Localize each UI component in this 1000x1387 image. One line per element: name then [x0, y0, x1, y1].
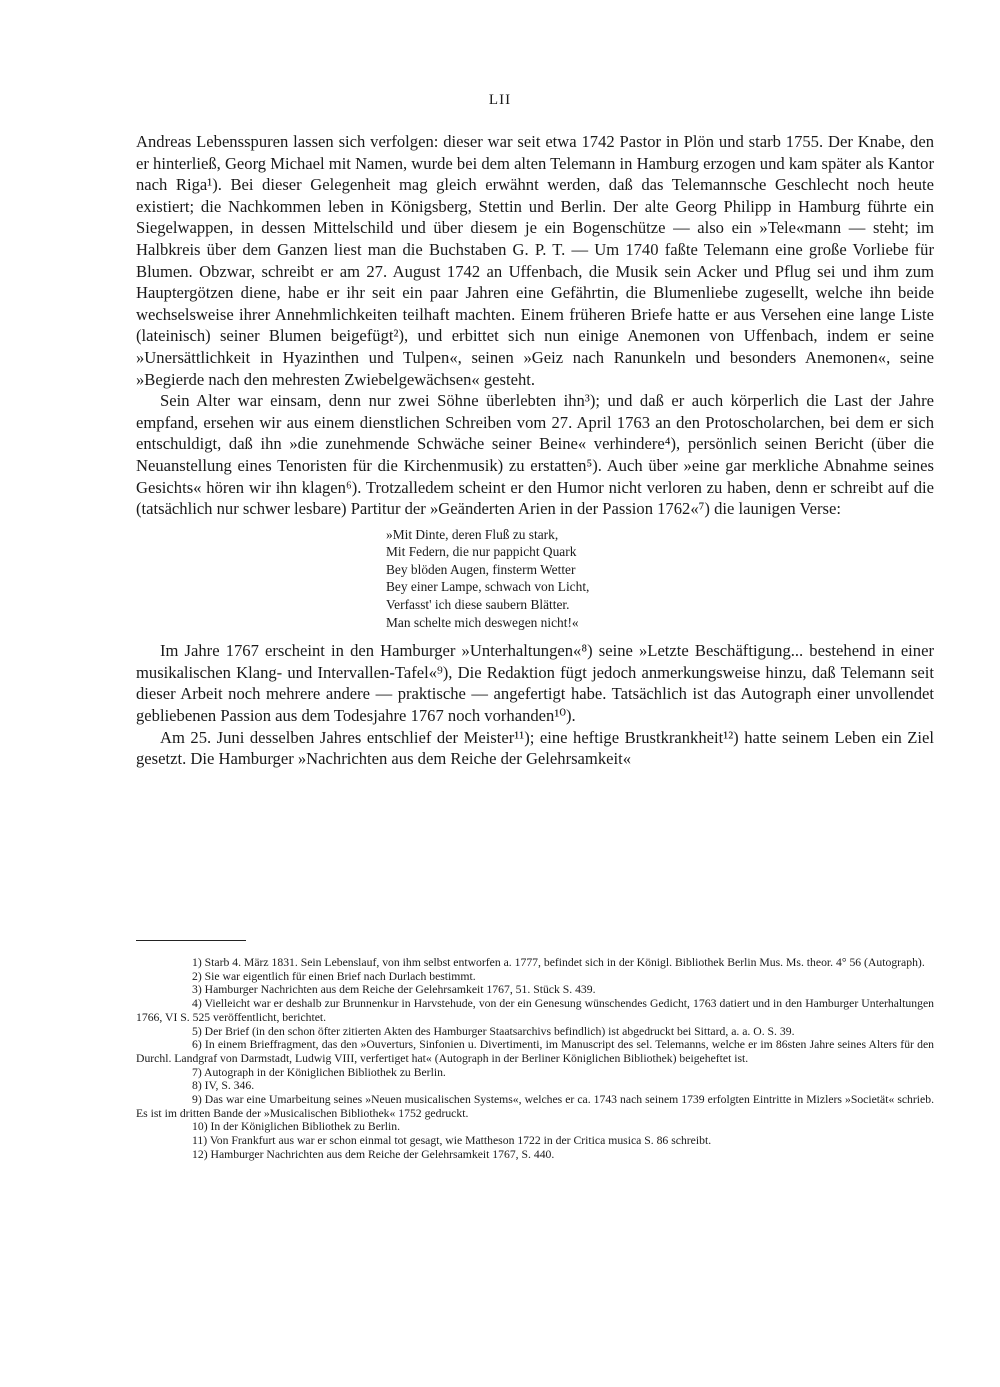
paragraph: Andreas Lebensspuren lassen sich verfolgen: dieser war seit etwa 1742 Pastor in Plön und starb 1755. Der Knabe, den er hinterließ, Georg Michael mit Namen, wurde bei dem alten Telemann in Hamburg erzogen und kam später als Kantor nach Riga¹). Bei dieser Gelegenheit mag gleich erwähnt werden, daß das Telemannsche Geschlecht noch heute existiert; die Nachkommen leben in Königsberg, Stettin und Berlin. Der alte Georg Philipp in Hamburg führte ein Siegelwappen, in dessen Mittelschild und über diesem je ein Bogenschütze — also ein »Tele«mann — steht; im Halbkreis über dem Ganzen liest man die Buchstaben G. P. T. — Um 1740 faßte Telemann eine große Vorliebe für Blumen. Obzwar, schreibt er am 27. August 1742 an Uffenbach, die Musik sein Acker und Pflug sei und ihm zum Hauptergötzen diene, habe er ihr seit ein paar Jahren eine Gefährtin, die Blumenliebe zugesellt, welche ihn beide wechselsweise ihrer Annehmlichkeiten teilhaft machten. Einem früheren Briefe hatte er aus Versehen eine lange Liste (lateinisch) seiner Blumen beigefügt²), und erbittet sich nun einige Anemonen von Uffenbach, indem er seine »Unersättlichkeit in Hyazinthen und Tulpen«, seinen »Geiz nach Ranunkeln und besonders Anemonen«, seine »Begierde nach den mehresten Zwiebelgewächsen« gesteht. [136, 132, 934, 389]
footnote: 6) In einem Brieffragment, das den »Ouverturs, Sinfonien u. Divertimenti, im Manuscript des sel. Telemanns, welche er im 86sten Jahre seines Alters für den Durchl. Landgraf von Darmstadt, Ludwig VIII, verfertiget hat« (Autograph in der Berliner Königlichen Bibliothek) beigeheftet ist. [136, 1038, 934, 1065]
poem-line: »Mit Dinte, deren Fluß zu stark, [386, 526, 559, 542]
footnote: 11) Von Frankfurt aus war er schon einmal tot gesagt, wie Mattheson 1722 in der Critica musica S. 86 schreibt. [192, 1134, 712, 1148]
poem-verse [386, 526, 934, 632]
footnote: 1) Starb 4. März 1831. Sein Lebenslauf, von ihm selbst entworfen a. 1777, befindet sich in der Königl. Bibliothek Berlin Mus. Ms. theor. 4° 56 (Autograph). [192, 956, 925, 969]
poem-line: Bey blöden Augen, finsterm Wetter [386, 561, 576, 577]
footnote: 3) Hamburger Nachrichten aus dem Reiche der Gelehrsamkeit 1767, 51. Stück S. 439. [192, 983, 596, 997]
paragraph: Sein Alter war einsam, denn nur zwei Söhne überlebten ihn³); und daß er auch körperlich die Last der Jahre empfand, ersehen wir aus einem dienstlichen Schreiben vom 27. April 1763 an den Protoscholarchen, bei dem er sich entschuldigt, daß ihn »die zunehmende Schwäche seiner Beine« verhindere⁴), persönlich seinen Bericht (über die Neuanstellung eines Tenoristen für die Kirchenmusik) zu erstatten⁵). Auch über »eine gar merkliche Abnahme seines Gesichts« hören wir ihn klagen⁶). Trotzalledem scheint er den Humor nicht verloren zu haben, denn er schreibt auf die (tatsächlich nur schwer lesbare) Partitur der »Geänderten Arien in der Passion 1762«⁷) die launigen Verse: [136, 391, 934, 519]
footnote: 10) In der Königlichen Bibliothek zu Berlin. [192, 1120, 401, 1134]
footnote: 5) Der Brief (in den schon öfter zitierten Akten des Hamburger Staatsarchivs befindlich) ist abgedruckt bei Sittard, a. a. O. S. 39. [192, 1024, 795, 1038]
footnote: 12) Hamburger Nachrichten aus dem Reiche der Gelehrsamkeit 1767, S. 440. [192, 1147, 555, 1161]
page-number: LII [488, 92, 512, 108]
footnote: 4) Vielleicht war er deshalb zur Brunnenkur in Harvstehude, von der ein Genesung wünschendes Gedicht, 1763 datiert und in den Hamburger Unterhaltungen 1766, VI S. 525 veröffentlicht, berichtet. [136, 997, 934, 1024]
paragraph: Am 25. Juni desselben Jahres entschlief der Meister¹¹); eine heftige Brustkrankheit¹²) hatte seinem Leben ein Ziel gesetzt. Die Hamburger »Nachrichten aus dem Reiche der Gelehrsamkeit« [136, 727, 934, 769]
footnotes [136, 956, 934, 1162]
poem-line: Bey einer Lampe, schwach von Licht, [386, 579, 590, 595]
poem-line: Verfasst' ich diese saubern Blätter. [386, 597, 570, 613]
poem-line: Man schelte mich deswegen nicht!« [386, 614, 579, 630]
main-text [136, 131, 934, 770]
poem-line: Mit Federn, die nur pappicht Quark [386, 544, 577, 560]
footnote: 9) Das war eine Umarbeitung seines »Neuen musicalischen Systems«, welches er ca. 1743 nach seinem 1739 erfolgten Eintritte in Mizlers »Societät« schrieb. Es ist im dritten Bande der »Musicalischen Bibliothek« 1752 gedruckt. [136, 1093, 934, 1120]
footnote-divider [136, 940, 246, 941]
footnote: 7) Autograph in der Königlichen Bibliothek zu Berlin. [192, 1065, 446, 1079]
footnote: 2) Sie war eigentlich für einen Brief nach Durlach bestimmt. [192, 969, 476, 983]
paragraph: Im Jahre 1767 erscheint in den Hamburger »Unterhaltungen«⁸) seine »Letzte Beschäftigung... bestehend in einer musikalischen Klang- und Intervallen-Tafel«⁹), Die Redaktion fügt jedoch anmerkungsweise hinzu, daß Telemann seit dieser Arbeit noch mehrere andere — praktische — angefertigt habe. Tatsächlich ist das Autograph einer unvollendet gebliebenen Passion aus dem Todesjahre 1767 noch vorhanden¹⁰). [136, 641, 934, 726]
footnote: 8) IV, S. 346. [192, 1079, 255, 1093]
